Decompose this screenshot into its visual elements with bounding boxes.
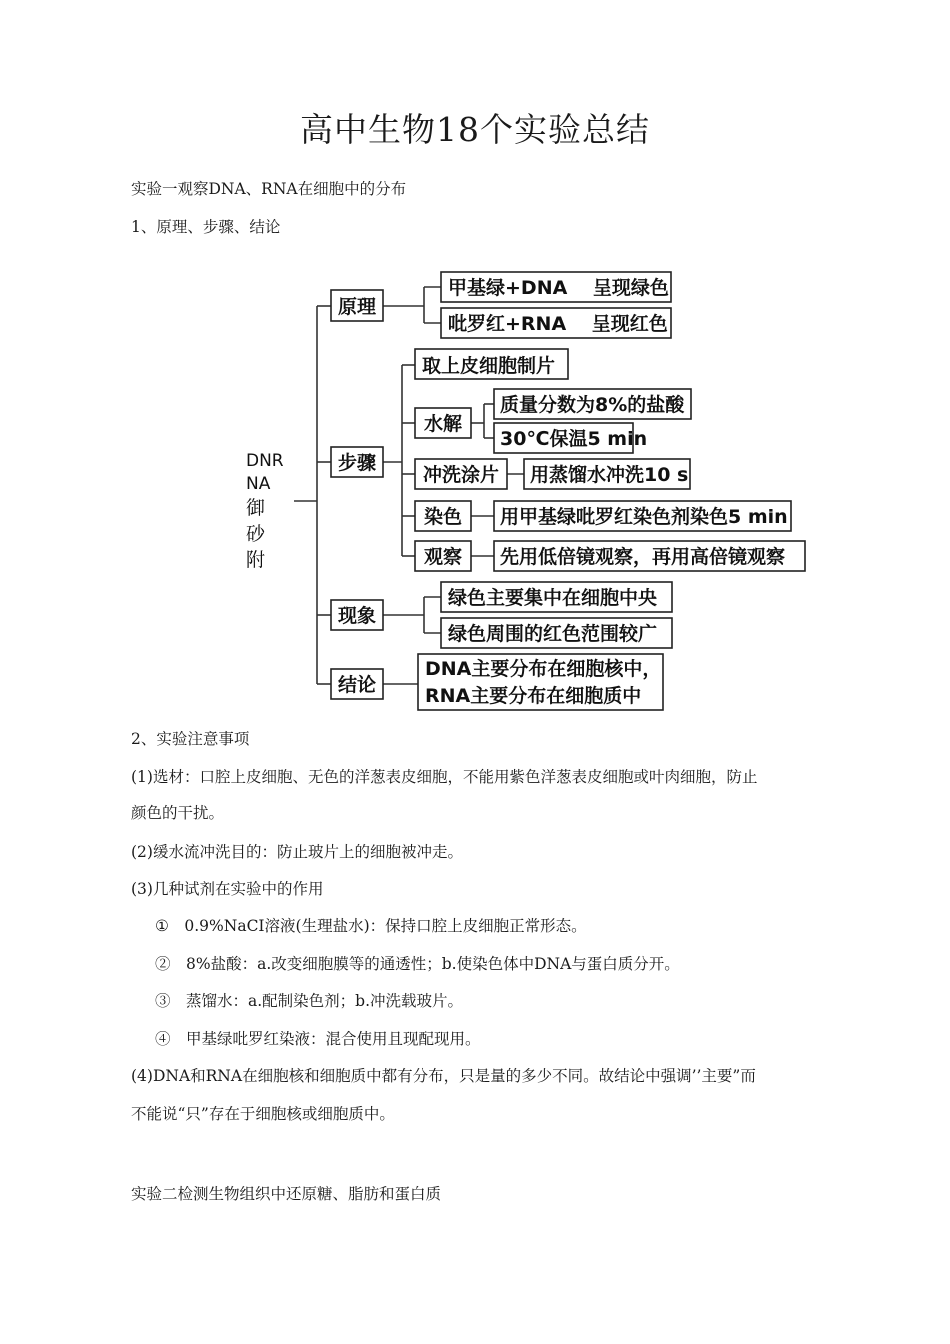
steps-label: 步骤: [337, 452, 377, 474]
conclusion-label: 结论: [337, 674, 377, 696]
reagent-item-2: ② 8%盐酸：a.改变细胞膜等的通透性；b.使染色体中DNA与蛋白质分开。: [155, 955, 680, 973]
conclusion-branch: [331, 654, 663, 710]
step-5-item: 先用低倍镜观察，再用高倍镜观察: [500, 546, 786, 568]
note-3: (3)几种试剂在实验中的作用: [131, 880, 324, 898]
step-1: 取上皮细胞制片: [422, 355, 556, 377]
diagram-root-label: [246, 451, 284, 571]
root-line-2: NA: [246, 474, 271, 494]
conclusion-line-1: DNA主要分布在细胞核中，: [425, 658, 662, 680]
principle-branch: [331, 272, 671, 338]
step-2-item-1: 质量分数为8%的盐酸: [500, 394, 685, 416]
principle-label: 原理: [337, 296, 377, 318]
phenomenon-label: 现象: [337, 605, 377, 627]
reagent-item-4: ④ 甲基绿吡罗红染液：混合使用且现配现用。: [155, 1030, 481, 1048]
step-2-item-2: 30℃保温5 min: [500, 428, 648, 450]
experiment-1-heading: 实验一观察DNA、RNA在细胞中的分布: [131, 180, 407, 198]
root-line-4: 砂: [246, 523, 266, 545]
step-3-label: 冲洗涂片: [422, 464, 500, 486]
principle-item-1: 甲基绿+DNA 呈现绿色: [448, 277, 669, 299]
note-1-line-2: 颜色的干扰。: [131, 804, 225, 822]
root-line-5: 附: [246, 549, 266, 571]
phenomenon-item-1: 绿色主要集中在细胞中央: [448, 587, 658, 609]
principle-item-2: 吡罗红+RNA 呈现红色: [448, 313, 668, 335]
step-4-item: 用甲基绿吡罗红染色剂染色5 min: [500, 506, 788, 528]
step-5-label: 观察: [423, 546, 463, 568]
root-line-1: DNR: [246, 451, 284, 471]
phenomenon-branch: [331, 582, 672, 648]
step-3-item: 用蒸馏水冲洗10 s: [530, 464, 689, 486]
reagent-item-3: ③ 蒸馏水：a.配制染色剂；b.冲洗载玻片。: [155, 992, 464, 1010]
note-2: (2)缓水流冲洗目的：防止玻片上的细胞被冲走。: [131, 843, 463, 861]
reagent-item-1: ① 0.9%NaCI溶液(生理盐水)：保持口腔上皮细胞正常形态。: [155, 917, 587, 935]
section-2-heading: 2、实验注意事项: [131, 730, 250, 748]
experiment-2-heading: 实验二检测生物组织中还原糖、脂肪和蛋白质: [131, 1185, 442, 1203]
note-1-line-1: (1)选材：口腔上皮细胞、无色的洋葱表皮细胞，不能用紫色洋葱表皮细胞或叶肉细胞，防止: [131, 768, 758, 786]
note-4-line-1: (4)DNA和RNA在细胞核和细胞质中都有分布，只是量的多少不同。故结论中强调’’主要”而: [131, 1067, 756, 1085]
conclusion-line-2: RNA主要分布在细胞质中: [425, 685, 642, 707]
page-title: 高中生物18个实验总结: [300, 110, 650, 149]
phenomenon-item-2: 绿色周围的红色范围较广: [448, 623, 658, 645]
step-2-label: 水解: [423, 413, 463, 435]
note-4-line-2: 不能说“只”存在于细胞核或细胞质中。: [131, 1105, 395, 1123]
section-1-heading: 1、原理、步骤、结论: [131, 218, 281, 236]
step-4-label: 染色: [423, 506, 463, 528]
root-line-3: 御: [246, 497, 266, 519]
